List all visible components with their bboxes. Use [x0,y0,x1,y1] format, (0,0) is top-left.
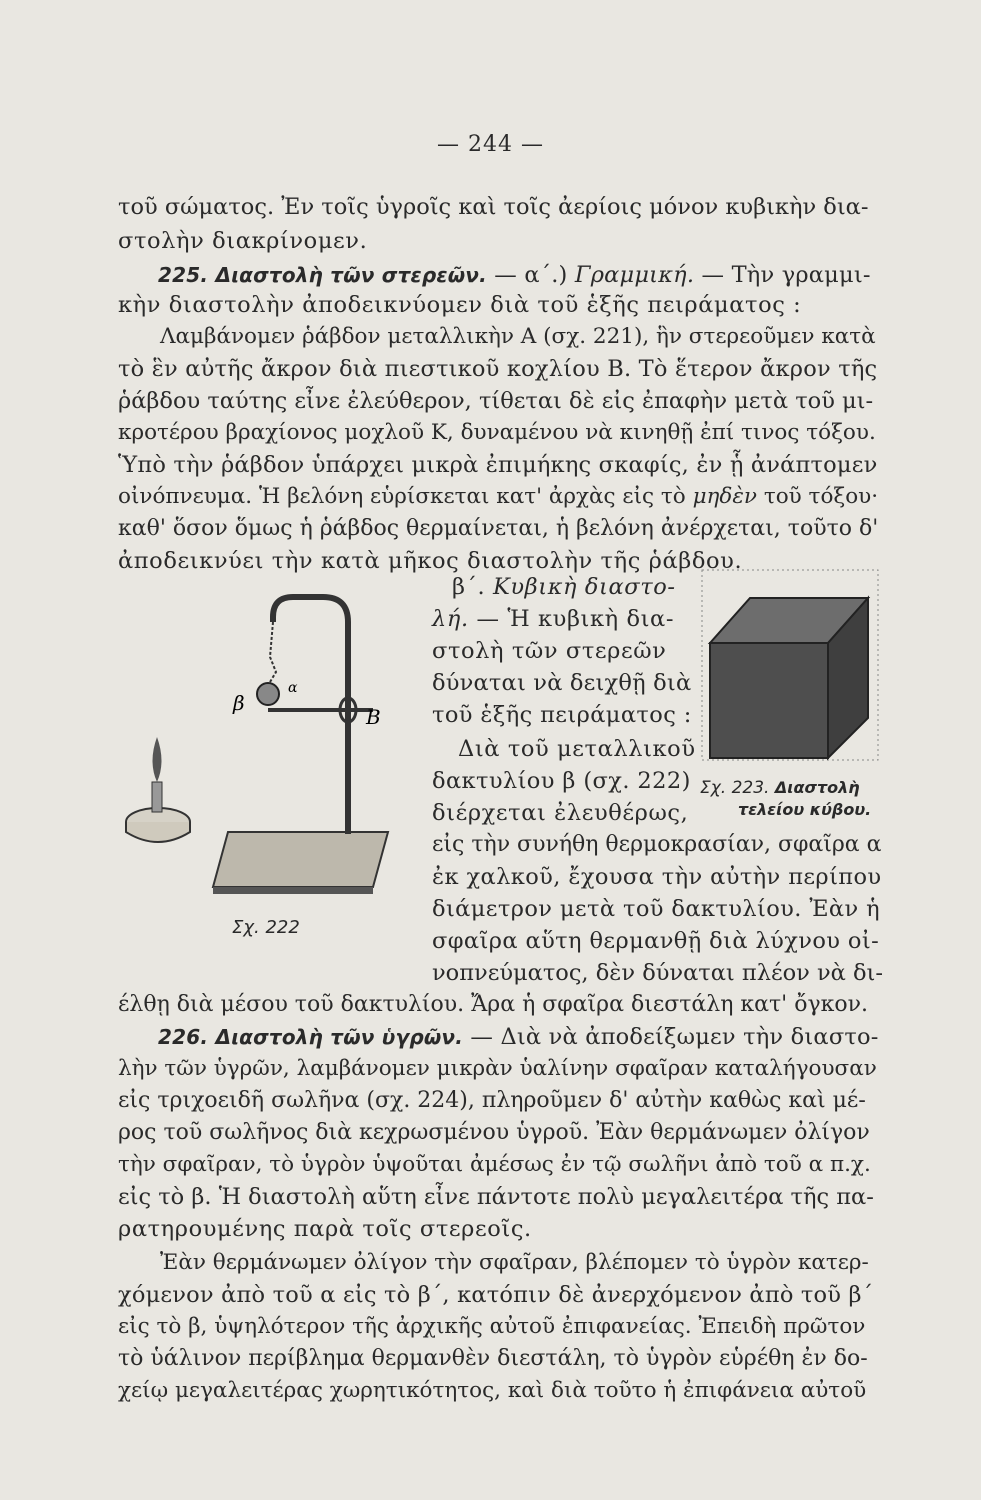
text-run: — Ἡ κυβικὴ δια- [476,606,675,632]
text-line: λὴν τῶν ὑγρῶν, λαμβάνομεν μικρὰν ὑαλίνην σφαῖραν καταλήγουσαν [118,1056,877,1081]
text-line: διέρχεται ἐλευθέρως, [432,800,689,826]
text-line: εἰς τὸ β. Ἡ διαστολὴ αὕτη εἶνε πάντοτε πολὺ μεγαλειτέρα τῆς πα- [118,1184,874,1210]
page-number: — 244 — [437,132,544,157]
text-line: ἀποδεικνύει τὴν κατὰ μῆκος διαστολὴν τῆς ῥάβδου. [118,548,743,574]
subsection-title: Κυβικὴ διαστο- [492,574,676,600]
text-line: Ἐὰν θερμάνωμεν ὀλίγον τὴν σφαῖραν, βλέπομεν τὸ ὑγρὸν κατερ- [160,1250,869,1275]
text-line: χείῳ μεγαλειτέρας χωρητικότητος, καὶ διὰ τοῦτο ἡ ἐπιφάνεια αὐτοῦ [118,1378,867,1403]
label-beta: β [233,691,245,715]
brass-sphere [257,683,279,705]
text-line: ῥάβδου ταύτης εἶνε ἐλεύθερον, τίθεται δὲ εἰς ἐπαφὴν μετὰ τοῦ μι- [118,388,874,414]
text-line: εἰς τριχοειδῆ σωλῆνα (σχ. 224), πληροῦμεν δ' αὐτὴν καθὼς καὶ μέ- [118,1088,866,1113]
text-line: διάμετρον μετὰ τοῦ δακτυλίου. Ἐὰν ἡ [432,896,881,922]
text-line: εἰς τὴν συνήθη θερμοκρασίαν, σφαῖρα α [432,832,882,857]
chain [270,622,276,682]
section-title: Διαστολὴ τῶν στερεῶν. [215,263,487,287]
label-B: B [366,705,381,729]
subsection-marker: — α΄.) [494,262,568,288]
section-title: Διαστολὴ τῶν ὑγρῶν. [215,1025,464,1049]
text-line: κὴν διαστολὴν ἀποδεικνύομεν διὰ τοῦ ἑξῆς πειράματος : [118,292,802,318]
text-line: ἐκ χαλκοῦ, ἔχουσα τὴν αὐτὴν περίπου [432,864,882,890]
section-number: 226. [158,1025,209,1049]
text-run-italic: μηδὲν [692,484,757,509]
text-line: στολὴν διακρίνομεν. [118,228,368,254]
figure-223-caption-line2: τελείου κύβου. [738,800,872,819]
flame [153,737,162,782]
text-run: — Τὴν γραμμι- [701,262,871,288]
text-line [432,604,692,634]
text-line: τὸ ἓν αὐτῆς ἄκρον διὰ πιεστικοῦ κοχλίου Β. Τὸ ἕτερον ἄκρον τῆς [118,356,878,382]
text-line: σφαῖρα αὕτη θερμανθῇ διὰ λύχνου οἰ- [432,928,880,954]
section-number: 225. [158,263,209,287]
text-line: έλθῃ διὰ μέσου τοῦ δακτυλίου. Ἄρα ἡ σφαῖρα διεστάλη κατ' ὄγκον. [118,992,868,1017]
text-line: ρατηρουμένης παρὰ τοῖς στερεοῖς. [118,1216,532,1242]
text-line: Λαμβάνομεν ῥάβδον μεταλλικὴν Α (σχ. 221), ἣν στερεοῦμεν κατὰ [160,324,876,349]
caption-title: Διαστολὴ [774,778,860,797]
figure-223-caption [700,778,860,798]
text-line: τοῦ ἑξῆς πειράματος : [432,702,692,728]
text-line: ρος τοῦ σωλῆνος διὰ κεχρωσμένου ὑγροῦ. Ἐὰν θερμάνωμεν ὀλίγον [118,1120,870,1145]
text-line: τοῦ σώματος. Ἐν τοῖς ὑγροῖς καὶ τοῖς ἀερίοις μόνον κυβικὴν δια- [118,194,869,220]
text-line: Διὰ τοῦ μεταλλικοῦ [458,736,696,762]
label-alpha: α [288,680,298,696]
caption-number: Σχ. 223. [700,778,770,798]
figure-222-illustration [118,582,418,902]
apparatus-base [213,832,388,887]
subsection-b-heading [452,572,712,602]
figure-222-caption: Σχ. 222 [232,917,300,938]
subsection-title: λή. [432,606,469,632]
section-225-heading [118,260,878,290]
text-line [118,482,878,512]
text-line: χόμενον ἀπὸ τοῦ α εἰς τὸ β΄, κατόπιν δὲ ἀνερχόμενον ἀπὸ τοῦ β΄ [118,1282,874,1308]
subsection-marker: β΄. [452,574,486,600]
section-226-heading [118,1022,878,1052]
text-line: δύναται νὰ δειχθῇ διὰ [432,670,692,696]
subsection-title: Γραμμική. [574,262,695,288]
text-line: Ὑπὸ τὴν ῥάβδον ὑπάρχει μικρὰ ἐπιμήκης σκαφίς, ἐν ᾗ ἀνάπτομεν [118,452,878,478]
text-line: δακτυλίου β (σχ. 222) [432,768,691,794]
base-edge [213,887,373,894]
figure-223-cube [700,568,880,768]
text-line: τὴν σφαῖραν, τὸ ὑγρὸν ὑψοῦται ἀμέσως ἐν τῷ σωλῆνι ἀπὸ τοῦ α π.χ. [118,1152,871,1177]
cube-front-face [710,643,828,758]
text-run: — Διὰ νὰ ἀποδείξωμεν τὴν διαστο- [470,1024,879,1050]
text-line: κροτέρου βραχίονος μοχλοῦ Κ, δυναμένου νὰ κινηθῇ ἐπί τινος τόξου. [118,420,876,445]
text-run: τοῦ τόξου· [763,484,879,509]
text-line: στολὴ τῶν στερεῶν [432,638,667,664]
text-run: οἰνόπνευμα. Ἡ βελόνη εὑρίσκεται κατ' ἀρχὰς εἰς τὸ [118,484,686,509]
text-line: καθ' ὅσον ὅμως ἡ ῥάβδος θερμαίνεται, ἡ βελόνη ἀνέρχεται, τοῦτο δ' [118,516,879,541]
text-line: εἰς τὸ β, ὑψηλότερον τῆς ἀρχικῆς αὐτοῦ ἐπιφανείας. Ἐπειδὴ πρῶτον [118,1314,866,1339]
text-line: τὸ ὑάλινον περίβλημα θερμανθὲν διεστάλη, τὸ ὑγρὸν εὑρέθη ἐν δο- [118,1346,868,1371]
stand-rod [273,597,348,834]
text-line: νοπνεύματος, δὲν δύναται πλέον νὰ δι- [432,960,883,986]
